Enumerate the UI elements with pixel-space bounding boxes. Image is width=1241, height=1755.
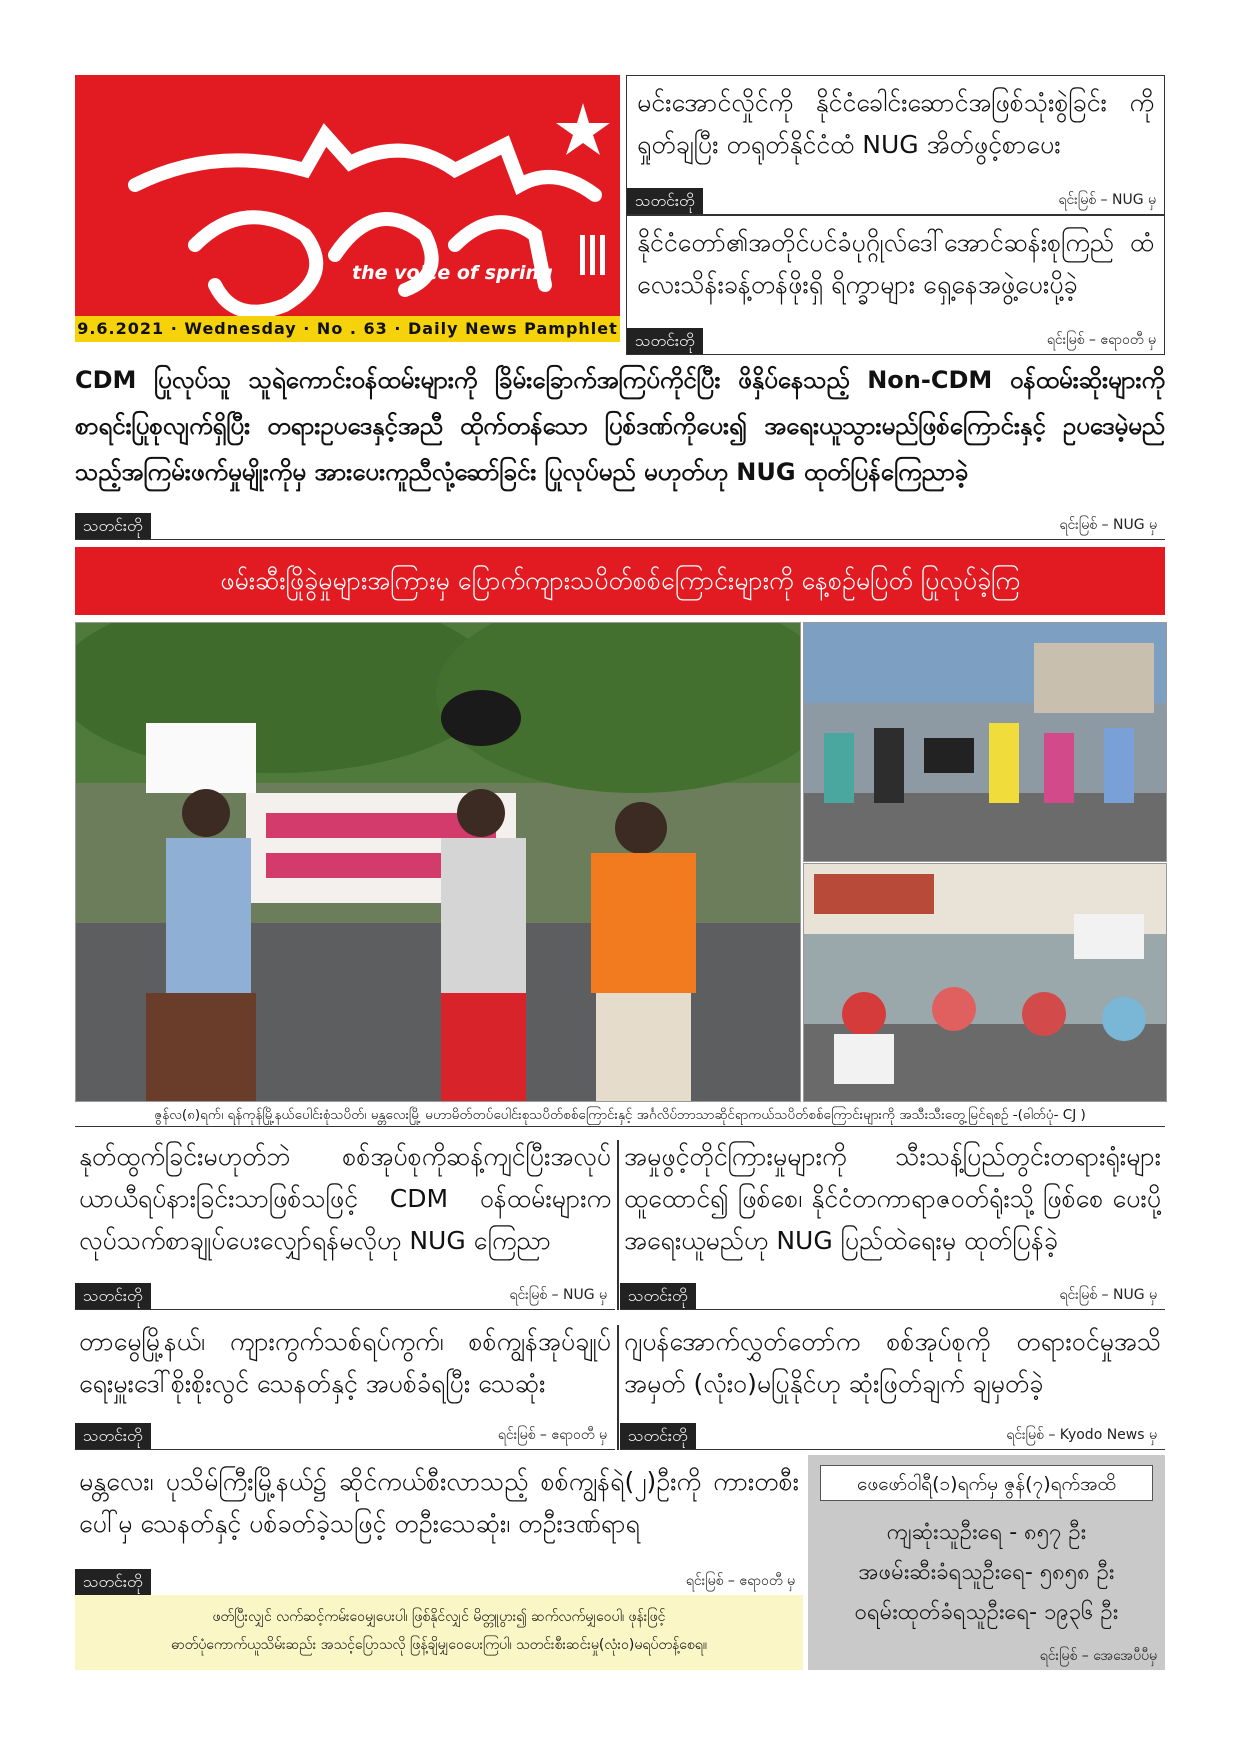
stat-arrested: အဖမ်းဆီးခံရသူဦးရေ- ၅၈၅၈ ဦး [858,1560,1115,1585]
dateline: 9.6.2021 · Wednesday · No . 63 · Daily News Pamphlet [75,316,620,342]
photo-illustration [804,623,1166,861]
story-5 [620,1130,1165,1310]
story-8 [75,1455,803,1595]
news-tag: သတင်းတို [620,1283,696,1309]
story-1 [626,75,1165,215]
photo-illustration [804,864,1166,1101]
story-2 [626,215,1165,355]
photo-caption: ဇွန်လ(၈)ရက်၊ ရန်ကုန်မြို့နယ်ပေါင်းစုံသပိတ်၊ မန္တလေးမြို့ မဟာမိတ်တပ်ပေါင်းစုသပိတ်စစ်ကြောင်းနှင့် အင်္ဂလိပ်ဘာသာဆိုင်ရာကယ်သပိတ်စစ်ကြောင်းများကို အသီးသီးတွေ့မြင်ရစဉ် -(ဓါတ်ပုံ- CJ ) [75,1103,1165,1127]
story-source: ရင်းမြစ် – NUG မှ [1059,1287,1157,1303]
masthead-logo [75,75,620,341]
stat-warrants: ဝရမ်းထုတ်ခံရသူဦးရေ- ၁၉၃၆ ဦး [854,1600,1119,1625]
story-source: ရင်းမြစ် – Kyodo News မှ [1006,1427,1157,1443]
story-headline: တာမွေမြို့နယ်၊ ကျားကွက်သစ်ရပ်ကွက်၊ စစ်ကျွန်အုပ်ချုပ်ရေးမှူးဒေါ်စိုးစိုးလွင် သေနတ်နှင့် အပစ်ခံရပြီး သေဆုံး [79,1327,611,1398]
share-notice-line: ဓာတ်ပုံကောက်ယူသိမ်းဆည်း အသင့်ပြောသလို ဖြန့်ချိမျှဝေပေးကြပါ၊ သတင်းစီးဆင်းမှု(လုံးဝ)မရပ်တန့်စေရ။ [170,1637,708,1653]
story-source: ရင်းမြစ် – NUG မှ [1058,192,1156,208]
story-source: ရင်းမြစ် – ဧရာဝတီ မှ [685,1573,795,1589]
protest-photo-top-right [803,622,1167,862]
news-tag: သတင်းတို [620,1423,696,1449]
story-3 [75,355,1165,540]
story-6 [75,1315,615,1450]
news-tag: သတင်းတို [75,1283,151,1309]
photo-banner-headline: ဖမ်းဆီးဖြိုခွဲမှုများအကြားမှ ပြောက်ကျားသပိတ်စစ်ကြောင်းများကို နေ့စဉ်မပြတ် ပြုလုပ်ခဲ့ကြ [75,547,1165,615]
story-source: ရင်းမြစ် – ဧရာဝတီ မှ [497,1427,607,1443]
news-tag: သတင်းတို [75,1423,151,1449]
story-headline: အမှုဖွင့်တိုင်ကြားမှုများကို သီးသန့်ပြည်တွင်းတရားရုံးများ ထူထောင်၍ ဖြစ်စေ၊ နိုင်ငံတကာရာဇဝတ်ရုံးသို့ ဖြစ်စေ ပေးပို့အရေးယူမည်ဟု NUG ပြည်ထဲရေးမှ ထုတ်ပြန်ခဲ့ [624,1142,1161,1255]
share-notice-line: ဖတ်ပြီးလျှင် လက်ဆင့်ကမ်းဝေမျှပေးပါ၊ ဖြစ်နိုင်လျှင် မိတ္တူပွား၍ ဆက်လက်မျှဝေပါ၊ ဖုန်းဖြင့် [212,1609,666,1625]
casualty-stats-box [808,1455,1165,1670]
story-source: ရင်းမြစ် – NUG မှ [1059,517,1157,533]
stats-source: ရင်းမြစ် – အေအေပီပီမှ [1039,1648,1157,1664]
story-source: ရင်းမြစ် – ဧရာဝတီ မှ [1046,332,1156,348]
story-7 [620,1315,1165,1450]
story-headline: မန္တလေး၊ ပုသိမ်ကြီးမြို့နယ်၌ ဆိုင်ကယ်စီးလာသည့် စစ်ကျွန်ရဲ(၂)ဦးကို ကားတစီးပေါ်မှ သေနတ်နှင့် ပစ်ခတ်ခဲ့သဖြင့် တဦးသေဆုံး၊ တဦးဒဏ်ရာရ [79,1467,799,1538]
story-4 [75,1130,615,1310]
protest-photo-bottom-right [803,863,1167,1102]
story-headline: နုတ်ထွက်ခြင်းမဟုတ်ဘဲ စစ်အုပ်စုကိုဆန့်ကျင်ပြီးအလုပ် ယာယီရပ်နားခြင်းသာဖြစ်သဖြင့် CDM ဝန်ထမ်းများက လုပ်သက်စာချုပ်ပေးလျှော်ရန်မလိုဟု NUG ကြေညာ [79,1142,611,1255]
photo-illustration [76,623,800,1101]
stat-killed: ကျဆုံးသူဦးရေ - ၈၅၇ ဦး [886,1520,1087,1545]
story-headline: မင်းအောင်လှိုင်ကို နိုင်ငံခေါင်းဆောင်အဖြစ်သုံးစွဲခြင်း ကိုရှုတ်ချပြီး တရုတ်နိုင်ငံထံ NUG အိတ်ဖွင့်စာပေး [637,88,1154,159]
star-icon [556,103,610,155]
news-tag: သတင်းတို [627,188,703,214]
logo-graphic [75,75,620,341]
news-tag: သတင်းတို [75,513,151,539]
story-headline: နိုင်ငံတော်၏အတိုင်ပင်ခံပုဂ္ဂိုလ်ဒေါ်အောင်ဆန်းစုကြည် ထံလေးသိန်းခန့်တန်ဖိုးရှိ ရိက္ခာများ ရှေ့နေအဖွဲ့ပေးပို့ခဲ့ [637,228,1154,299]
share-notice [75,1595,803,1670]
logo-tagline: the voice of spring [352,262,553,284]
stats-heading: ဖေဖော်ဝါရီ(၁)ရက်မှ ဇွန်(၇)ရက်အထိ [820,1465,1153,1501]
story-source: ရင်းမြစ် – NUG မှ [509,1287,607,1303]
news-tag: သတင်းတို [627,328,703,354]
news-tag: သတင်းတို [75,1569,151,1595]
story-headline: CDM ပြုလုပ်သူ သူရဲကောင်းဝန်ထမ်းများကို ခြိမ်းခြောက်အကြပ်ကိုင်ပြီး ဖိနှိပ်နေသည့် Non-CDM ဝန်ထမ်းဆိုးများကို စာရင်းပြုစုလျက်ရှိပြီး တရားဥပဒေနှင့်အညီ ထိုက်တန်သော ပြစ်ဒဏ်ကိုပေး၍ အရေးယူသွားမည်ဖြစ်ကြောင်းနှင့် ဥပဒေမဲ့မည်သည့်အကြမ်းဖက်မှုမျိုးကိုမှ အားပေးကူညီလုံ့ဆော်ခြင်း ပြုလုပ်မည် မဟုတ်ဟု NUG ထုတ်ပြန်ကြေညာခဲ့ [75,366,1165,486]
story-headline: ဂျပန်အောက်လွှတ်တော်က စစ်အုပ်စုကို တရားဝင်မှုအသိအမှတ် (လုံးဝ)မပြုနိုင်ဟု ဆုံးဖြတ်ချက် ချမှတ်ခဲ့ [624,1327,1161,1398]
protest-photo-main [75,622,801,1102]
